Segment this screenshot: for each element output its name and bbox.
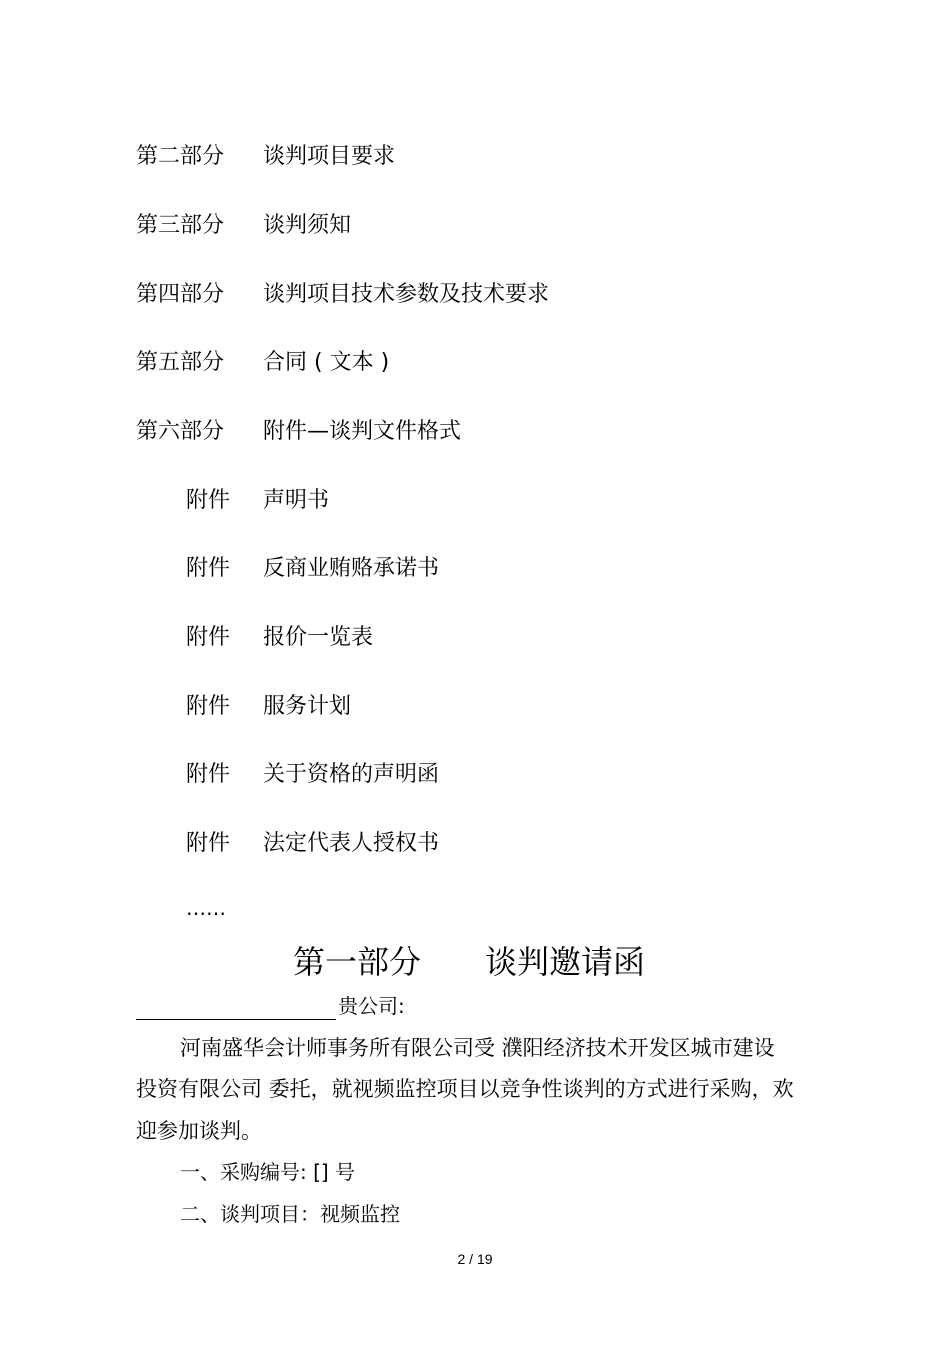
toc-attachment-title: 法定代表人授权书 <box>263 831 440 856</box>
toc-part-label: 第五部分 <box>136 350 225 375</box>
toc-attachment-label: 附件 <box>186 488 231 513</box>
toc-attachment-title: 报价一览表 <box>263 625 374 650</box>
letter-item-project: 二、谈判项目：视频监控 <box>180 1202 400 1226</box>
toc-part-title: 附件—谈判文件格式 <box>263 419 462 444</box>
toc-attachment-title: 声明书 <box>263 488 330 513</box>
toc-attachment-label: 附件 <box>186 762 231 787</box>
toc-part-label: 第二部分 <box>136 144 225 169</box>
toc-attachment-title: 关于资格的声明函 <box>263 762 440 787</box>
toc-attachment-label: 附件 <box>186 556 231 581</box>
letter-body-line: 河南盛华会计师事务所有限公司受 濮阳经济技术开发区城市建设 <box>180 1036 775 1060</box>
letter-body-line: 迎参加谈判。 <box>136 1119 262 1143</box>
toc-attachment-label: 附件 <box>186 694 231 719</box>
addressee-blank <box>136 997 336 1020</box>
toc-part-label: 第六部分 <box>136 419 225 444</box>
toc-part-label: 第四部分 <box>136 282 225 307</box>
addressee-text: 贵公司: <box>338 994 405 1018</box>
section-part-label: 第一部分 <box>293 943 422 981</box>
toc-part-title: 谈判项目技术参数及技术要求 <box>263 282 550 307</box>
toc-attachment-label: 附件 <box>186 625 231 650</box>
letter-body-line: 投资有限公司 委托，就视频监控项目以竞争性谈判的方式进行采购，欢 <box>136 1077 794 1101</box>
toc-attachment-title: 服务计划 <box>263 694 352 719</box>
toc-part-label: 第三部分 <box>136 213 225 238</box>
toc-attachment-title: 反商业贿赂承诺书 <box>263 556 440 581</box>
toc-ellipsis: …… <box>186 896 226 920</box>
toc-part-title: 谈判须知 <box>263 213 352 238</box>
addressee-line <box>136 992 405 1020</box>
page-number: 2 / 19 <box>457 1251 493 1267</box>
section-title: 谈判邀请函 <box>485 943 646 981</box>
toc-attachment-label: 附件 <box>186 831 231 856</box>
toc-part-title: 合同 ( 文本 ) <box>263 350 390 375</box>
section-heading <box>293 940 645 984</box>
letter-item-procurement-number: 一、采购编号: [] 号 <box>180 1160 356 1184</box>
toc-part-title: 谈判项目要求 <box>263 144 396 169</box>
